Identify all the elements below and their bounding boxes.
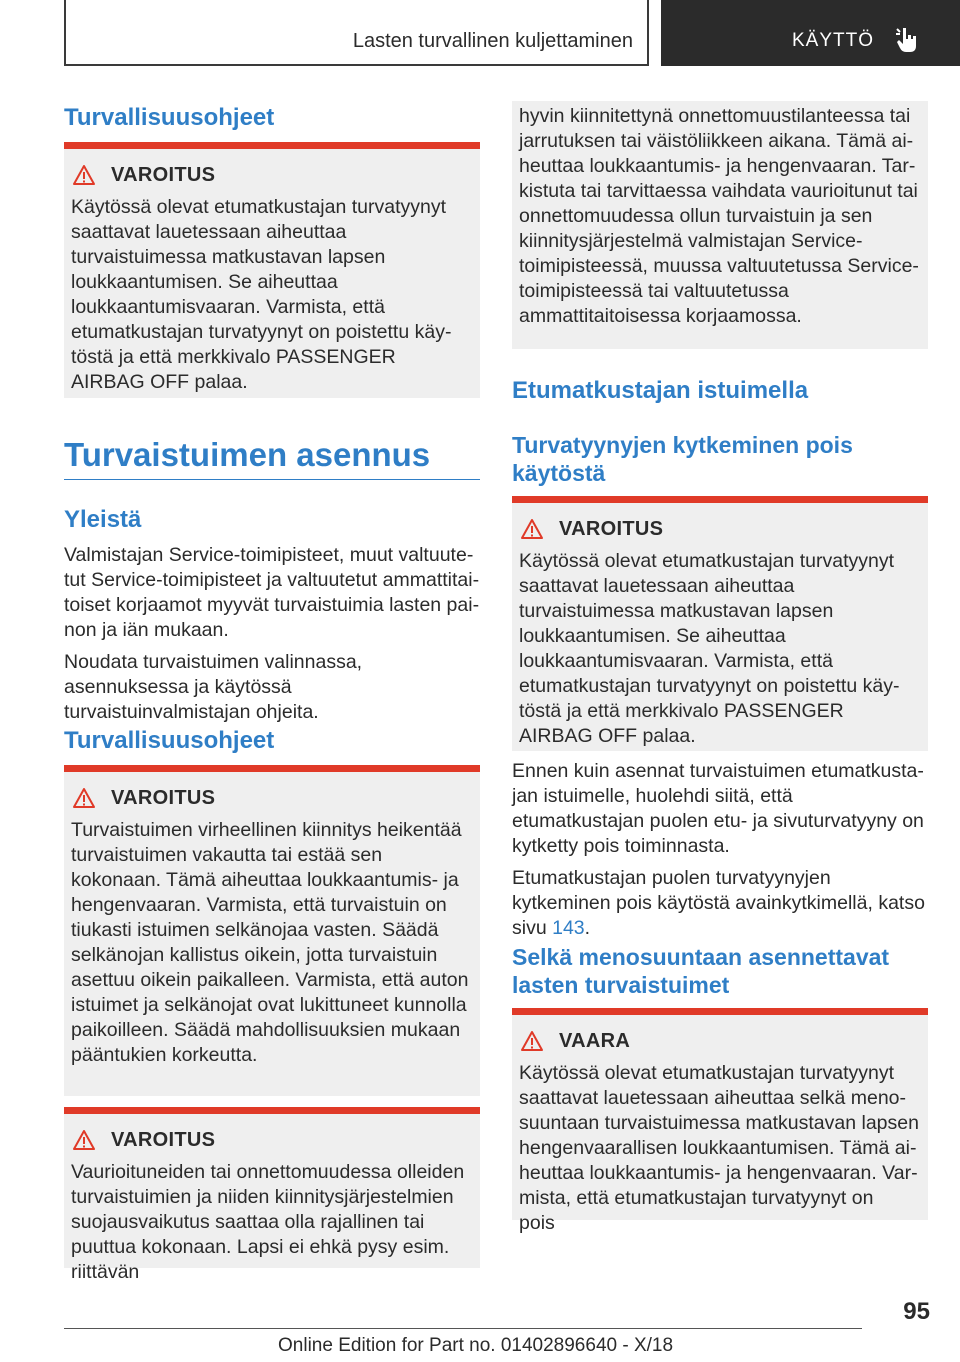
warning-bar bbox=[64, 1107, 480, 1114]
heading-airbag-deactivation: Turvatyynyjen kytkeminen pois käytöstä bbox=[512, 432, 853, 486]
warning-label: VAROITUS bbox=[111, 164, 216, 186]
heading-safety-1: Turvallisuusohjeet bbox=[64, 104, 275, 131]
footer-rule bbox=[64, 1328, 862, 1329]
warning-text: Turvaistuimen virheellinen kiinnitys heikentää turvaistuimen vakautta tai estää sen kokonaan. Tämä aiheuttaa loukkaantumis- ja hengenvaaran. Varmista, että turvaistuin on tiukasti istuimen selkänojaa vasten. Säädä selkänojan kallistus oikein, jotta turvaistuin asettuu oikein paikalleen. Varmista, että auton istuimet ja selkänojat ovat lukittuneet kunnolla paikoilleen. Säädä mahdollisuuksien mukaan pääntukien korkeutta. bbox=[71, 819, 469, 1066]
hand-pointer-icon bbox=[894, 26, 920, 54]
paragraph: Etumatkustajan puolen turvatyynyjen kytkeminen pois käytöstä avainkytkimellä, katso sivu 143. bbox=[512, 867, 925, 939]
warning-box-3 bbox=[64, 1107, 480, 1283]
general-text bbox=[64, 543, 480, 732]
warning-box-4 bbox=[512, 496, 928, 751]
heading-rear-facing-seats: Selkä menosuuntaan asennettavat lasten turvaistuimet bbox=[512, 944, 890, 998]
warning-box-2 bbox=[64, 765, 480, 1096]
warning-text: Käytössä olevat etumatkustajan turvatyynyt saattavat lauetessaan aiheuttaa turvaistuimessa matkustavan lapsen loukkaantumisen. Se aiheuttaa loukkaantumisvaaran. Varmista, että etumatkustajan turvatyynyt on poistettu käytöstä ja että merkkivalo PASSENGER AIRBAG OFF palaa. bbox=[71, 196, 452, 393]
header-chapter-box bbox=[661, 0, 960, 66]
heading-install: Turvaistuimen asennus bbox=[64, 436, 431, 473]
danger-label: VAARA bbox=[559, 1030, 631, 1052]
warning-text: Käytössä olevat etumatkustajan turvatyynyt saattavat lauetessaan aiheuttaa turvaistuimessa matkustavan lapsen loukkaantumisen. Se aiheuttaa loukkaantumisvaaran. Varmista, että etumatkustajan turvatyynyt on poistettu käytöstä ja että merkkivalo PASSENGER AIRBAG OFF palaa. bbox=[519, 550, 900, 747]
warning-box-continued bbox=[512, 101, 928, 349]
warning-bar bbox=[512, 496, 928, 503]
warning-text: Vaurioituneiden tai onnettomuudessa olleiden turvaistuimien ja niiden kiinnitysjärjestelmien suojausvaikutus saattaa olla rajallinen tai puuttua kokonaan. Lapsi ei ehkä pysy esim. riittävän bbox=[71, 1161, 465, 1283]
paragraph: Noudata turvaistuimen valinnassa, asennuksessa ja käytössä turvaistuinvalmistajan ohjeita. bbox=[64, 651, 363, 723]
heading-safety-2: Turvallisuusohjeet bbox=[64, 727, 275, 754]
danger-box bbox=[512, 1008, 928, 1234]
heading-passenger-seat: Etumatkustajan istuimella bbox=[512, 377, 809, 404]
airbag-text bbox=[512, 759, 928, 948]
warning-triangle-icon bbox=[72, 164, 96, 186]
warning-bar bbox=[64, 142, 480, 149]
warning-triangle-icon bbox=[520, 1030, 544, 1052]
footer-edition: Online Edition for Part no. 01402896640 - X/18 bbox=[278, 1335, 674, 1356]
warning-triangle-icon bbox=[520, 518, 544, 540]
warning-triangle-icon bbox=[72, 787, 96, 809]
section-title: Lasten turvallinen kuljettaminen bbox=[352, 30, 633, 52]
paragraph: Valmistajan Service-toimipisteet, muut valtuutetut Service-toimipisteet ja valtuutetut ammattitaitoiset korjaamot myyvät turvaistuimia lasten painon ja iän mukaan. bbox=[64, 544, 480, 641]
warning-label: VAROITUS bbox=[559, 518, 664, 540]
warning-label: VAROITUS bbox=[111, 1129, 216, 1151]
warning-text: Käytössä olevat etumatkustajan turvatyynyt saattavat lauetessaan aiheuttaa selkä menosuuntaan turvaistuimessa matkustavan lapsen hengenvaarallisen loukkaantumisen. Tämä aiheuttaa loukkaantumis- ja hengenvaaran. Varmista, että etumatkustajan turvatyynyt on pois bbox=[519, 1062, 919, 1234]
warning-triangle-icon bbox=[72, 1129, 96, 1151]
page-reference-link[interactable]: 143 bbox=[552, 917, 585, 939]
header-section-box bbox=[64, 0, 649, 66]
warning-label: VAROITUS bbox=[111, 787, 216, 809]
chapter-title: KÄYTTÖ bbox=[792, 30, 875, 51]
paragraph: Ennen kuin asennat turvaistuimen etumatkustajan istuimelle, huolehdi siitä, että etumatkustajan puolen etu- ja sivuturvatyyny on kytketty pois toiminnasta. bbox=[512, 760, 924, 857]
warning-box-1 bbox=[64, 142, 480, 398]
warning-bar bbox=[512, 1008, 928, 1015]
heading-general: Yleistä bbox=[64, 506, 142, 533]
page-number: 95 bbox=[903, 1298, 930, 1325]
warning-text: hyvin kiinnitettynä onnettomuustilanteessa tai jarrutuksen tai väistöliikkeen aikana. Tämä aiheuttaa loukkaantumis- ja hengenvaaran. Tarkistuta tai tarvittaessa vaihdata vaurioitunut tai onnettomuudessa ollun turvaistuin ja sen kiinnitysjärjestelmä valmistajan Service-toimipisteessä, muussa valtuutetussa Service-toimipisteessä tai valtuutetussa ammattitaitoisessa korjaamossa. bbox=[519, 105, 919, 327]
heading-rule bbox=[64, 479, 480, 480]
warning-bar bbox=[64, 765, 480, 772]
